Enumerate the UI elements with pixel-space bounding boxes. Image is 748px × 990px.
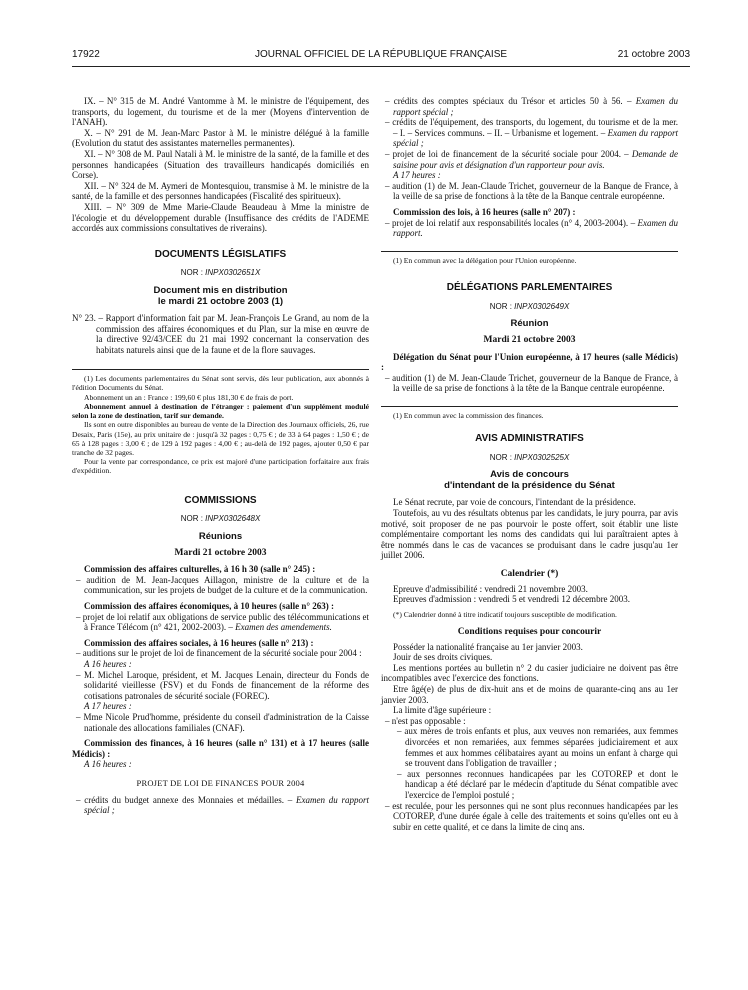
meeting-day: Mardi 21 octobre 2003 [483, 335, 576, 346]
agenda-item: – crédits des comptes spéciaux du Trésor et articles 50 à 56. – Examen du rapport spécial ; [385, 96, 679, 117]
question-item: X. – N° 291 de M. Jean-Marc Pastor à M. le ministre délégué à la famille (Evolution du statut des assistantes maternelles permanentes). [72, 127, 369, 149]
finance-bill-caption: PROJET DE LOI DE FINANCES POUR 2004 [136, 777, 305, 788]
section-title-documents: DOCUMENTS LÉGISLATIFS [154, 248, 287, 260]
agenda-item: – crédits de l'équipement, des transports, du logement, du tourisme et de la mer. – I. – Services communs. – II. – Urbanisme et logement. – Examen du rapport spécial ; [385, 117, 678, 149]
agenda-item: – audition (1) de M. Jean-Claude Trichet, gouverneur de la Banque de France, à la veille de sa prise de fonctions à la tête de la Banque centrale européenne. [385, 372, 678, 394]
agenda-item: – auditions sur le projet de loi de financement de la sécurité sociale pour 2004 : [76, 648, 362, 659]
avis-paragraph: Le Sénat recrute, par voie de concours, l'intendant de la présidence. [393, 497, 636, 508]
calendar-line: Epreuve d'admissibilité : vendredi 21 novembre 2003. [393, 583, 588, 594]
section-title-commissions: COMMISSIONS [184, 494, 257, 506]
section-title-delegations: DÉLÉGATIONS PARLEMENTAIRES [446, 281, 613, 293]
time-label: A 16 heures : [84, 659, 132, 670]
time-label: A 17 heures : [84, 701, 132, 712]
footnote-rule [381, 251, 678, 252]
agenda-item: – projet de loi de financement de la sécurité sociale pour 2004. – Demande de saisine pour avis et désignation d'un rapporteur pour avis. [385, 148, 679, 170]
reunions-heading: Réunions [198, 530, 243, 542]
condition-line: – est reculée, pour les personnes qui ne sont plus reconnues handicapées par les COTOREP, d'une durée égale à celle des traitements et soins qu'elles ont eu à subir en cette qualité, et ce dans la limite de cinq ans. [385, 800, 678, 832]
document-item: N° 23. – Rapport d'information fait par M. Jean-François Le Grand, au nom de la commission des affaires économiques et du Plan, sur la mise en œuvre de la directive 92/43/CEE du 21 mai 1992 concernant la conservation des habitats naturels ainsi que de la faune et de la flore sauvages. [72, 312, 369, 355]
question-item: XIII. – N° 309 de Mme Marie-Claude Beaudeau à Mme la ministre de l'écologie et du développement durable (Insuffisance des crédits de l'ADEME accordés aux commissions consultatives de riverains). [72, 201, 369, 234]
calendar-heading: Calendrier (*) [500, 569, 559, 580]
condition-line: La limite d'âge supérieure : [393, 705, 492, 716]
page-number: 17922 [72, 49, 100, 60]
nor-reference: NOR : INPX0302648X [180, 514, 261, 524]
header-rule [72, 66, 690, 67]
commission-heading: Commission des affaires culturelles, à 16 h 30 (salle n° 245) : [84, 564, 316, 575]
time-label: A 16 heures : [84, 759, 132, 770]
condition-line: Jouir de ses droits civiques. [393, 652, 493, 663]
delegations-footnote: (1) En commun avec la commission des finances. [393, 411, 544, 421]
reunion-heading: Réunion [510, 318, 549, 330]
agenda-item: – Mme Nicole Prud'homme, présidente du conseil d'administration de la Caisse nationale des allocations familiales (CNAF). [76, 712, 369, 733]
agenda-item: – projet de loi relatif aux obligations de service public des télécommunications et à France Télécom (n° 421, 2002-2003). – Examen des amendements. [76, 611, 369, 633]
calendar-note: (*) Calendrier donné à titre indicatif toujours susceptible de modification. [393, 609, 617, 619]
nor-reference: NOR : INPX0302525X [489, 452, 570, 462]
conditions-heading: Conditions requises pour concourir [457, 627, 602, 638]
avis-paragraph: Toutefois, au vu des résultats obtenus par les candidats, le jury pourra, par avis motivé, soit proposer de ne pas pourvoir le poste offert, soit établir une liste complémentaire comportant les noms des candidats qui lui paraîtraient aptes à être nommés dans le cas de vacances se produisant dans le cadre jusqu'au 1er juillet 2006. [381, 508, 678, 561]
condition-line: Posséder la nationalité française au 1er janvier 2003. [393, 641, 583, 652]
question-item: XII. – N° 324 de M. Aymeri de Montesquiou, transmise à M. le ministre de la santé, de la famille et des personnes handicapées (Fiscalité des spiritueux). [72, 180, 369, 202]
calendar-line: Epreuves d'admission : vendredi 5 et vendredi 12 décembre 2003. [393, 594, 631, 605]
footnote-rule [72, 369, 369, 370]
question-item: IX. – N° 315 de M. André Vantomme à M. le ministre de l'équipement, des transports, du logement, du tourisme et de la mer (Moyens d'intervention de l'ANAH). [72, 96, 369, 128]
time-label: A 17 heures : [393, 170, 441, 181]
condition-line: – aux mères de trois enfants et plus, aux veuves non remariées, aux femmes divorcées et non remariées, aux femmes séparées judiciairement et aux femmes et aux hommes célibataires ayant au moins un enfant à charge qui se trouvent dans l'obligation de travailler ; [397, 726, 678, 769]
question-item: XI. – N° 308 de M. Paul Natali à M. le ministre de la santé, de la famille et des personnes handicapées (Situation des travailleurs handicapés domiciliés en Corse). [72, 148, 369, 181]
commission-heading: Commission des finances, à 16 heures (salle n° 131) et à 17 heures (salle Médicis) : [72, 738, 369, 759]
agenda-item: – audition (1) de M. Jean-Claude Trichet, gouverneur de la Banque de France, à la veille de sa prise de fonctions à la tête de la Banque centrale européenne. [385, 180, 678, 202]
issue-date: 21 octobre 2003 [617, 49, 690, 60]
agenda-item: – projet de loi relatif aux responsabilités locales (n° 4, 2003-2004). – Examen du rapport. [385, 217, 678, 239]
concours-heading: Avis de concours d'intendant de la présidence du Sénat [444, 469, 615, 492]
agenda-item: – crédits du budget annexe des Monnaies et médailles. – Examen du rapport spécial ; [76, 794, 369, 816]
condition-line: Etre âgé(e) de plus de dix-huit ans et de moins de quarante-cinq ans au 1er janvier 2003. [381, 683, 678, 705]
right-column [381, 96, 678, 832]
documents-footnote: (1) Les documents parlementaires du Sénat sont servis, dès leur publication, aux abonnés à l'édition Documents du Sénat. Abonnement un an : France : 199,60 € plus 181,30 € de frais de port. Abonnement annuel à destination de l'étranger : paiement d'un supplément modulé selon la zone de destination, tarif sur demande. Ils sont en outre disponibles au bureau de vente de la Direction des Journaux officiels, 26, rue Desaix, Paris (15e), au prix unitaire de : jusqu'à 32 pages : 0,75 € ; de 33 à 64 pages : 1,50 € ; de 65 à 128 pages : 3,00 € ; de 129 à 192 pages : 4,00 € ; au-delà de 192 pages, ajouter 0,50 € par tranche de 32 pages. Pour la vente par correspondance, ce prix est majoré d'une participation forfaitaire aux frais d'expédition. [72, 374, 369, 476]
footnote-rule [381, 406, 678, 407]
commissions-footnote: (1) En commun avec la délégation pour l'Union européenne. [393, 255, 577, 265]
left-column [72, 96, 369, 816]
agenda-item: – audition de M. Jean-Jacques Aillagon, ministre de la culture et de la communication, sur les projets de budget de la culture et de la communication. [76, 574, 369, 596]
delegation-heading: Délégation du Sénat pour l'Union européenne, à 17 heures (salle Médicis) : [381, 351, 678, 373]
meeting-day: Mardi 21 octobre 2003 [174, 547, 267, 558]
nor-reference: NOR : INPX0302651X [180, 268, 261, 278]
page-header [72, 49, 690, 63]
condition-line: – n'est pas opposable : [385, 715, 466, 726]
journal-title: JOURNAL OFFICIEL DE LA RÉPUBLIQUE FRANÇAISE [254, 49, 508, 60]
nor-reference: NOR : INPX0302649X [489, 301, 570, 311]
distribution-heading: Document mis en distribution le mardi 21 octobre 2003 (1) [153, 284, 288, 307]
condition-line: – aux personnes reconnues handicapées par les COTOREP et dont le handicap a été déclaré par le médecin d'aptitude du Sénat compatible avec l'exercice de l'emploi postulé ; [397, 768, 678, 800]
condition-line: Les mentions portées au bulletin n° 2 du casier judiciaire ne doivent pas être incompatibles avec l'exercice des fonctions. [381, 662, 678, 684]
commission-heading: Commission des lois, à 16 heures (salle n° 207) : [393, 206, 576, 217]
commission-heading: Commission des affaires économiques, à 10 heures (salle n° 263) : [84, 601, 335, 612]
commission-heading: Commission des affaires sociales, à 16 heures (salle n° 213) : [84, 637, 314, 648]
agenda-item: – M. Michel Laroque, président, et M. Jacques Lenain, directeur du Fonds de solidarité vieillesse (FSV) et du Fonds de financement de la réforme des cotisations patronales de sécurité sociale (FOREC). [76, 669, 369, 701]
section-title-avis: AVIS ADMINISTRATIFS [475, 433, 584, 445]
